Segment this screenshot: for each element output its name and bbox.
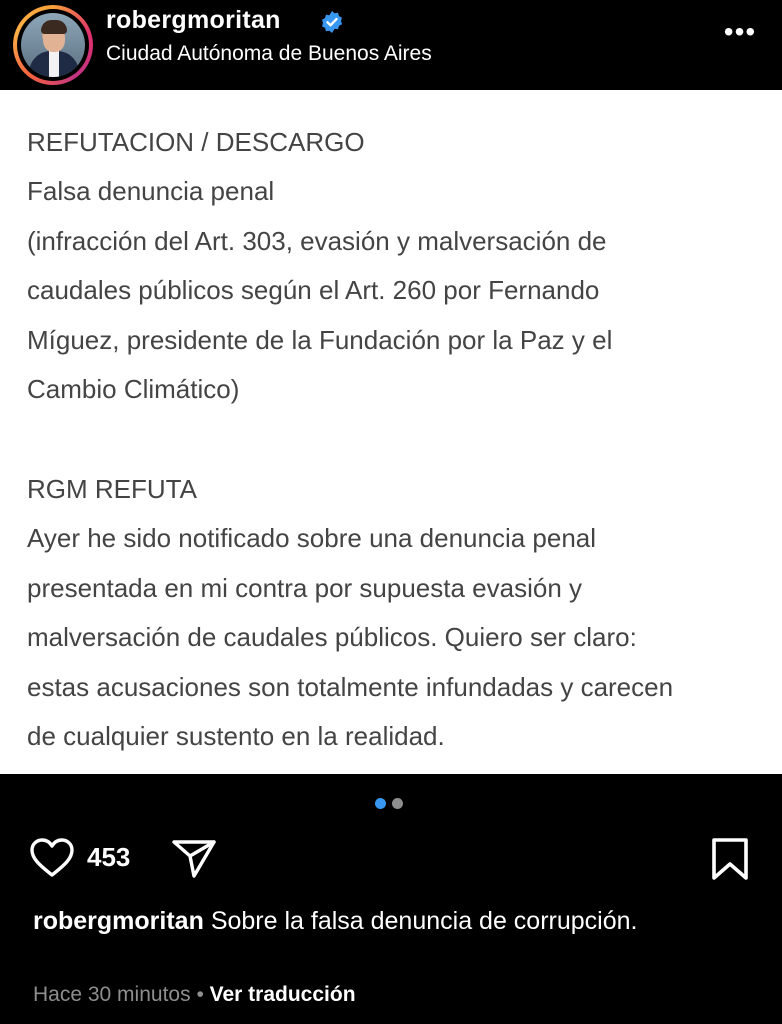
- post-line: de cualquier sustento en la realidad.: [27, 721, 445, 751]
- more-options-icon[interactable]: •••: [723, 16, 757, 47]
- bookmark-icon[interactable]: [706, 834, 754, 882]
- post-line: (infracción del Art. 303, evasión y malversación de: [27, 226, 607, 256]
- post-line: estas acusaciones son totalmente infundadas y carecen: [27, 672, 674, 702]
- post-image-text: [0, 90, 782, 774]
- see-translation-link[interactable]: Ver traducción: [209, 983, 356, 1006]
- post-line: caudales públicos según el Art. 260 por Fernando: [27, 275, 600, 305]
- separator: •: [196, 983, 204, 1006]
- story-ring[interactable]: [13, 5, 93, 85]
- caption-username[interactable]: robergmoritan: [33, 907, 204, 935]
- caption-text: Sobre la falsa denuncia de corrupción.: [210, 907, 638, 935]
- post-header: [0, 0, 782, 90]
- location[interactable]: Ciudad Autónoma de Buenos Aires: [106, 42, 432, 65]
- avatar[interactable]: [21, 13, 85, 77]
- post-line: Ayer he sido notificado sobre una denuncia penal: [27, 523, 597, 553]
- carousel-dot: [392, 798, 403, 809]
- post-line: Cambio Climático): [27, 374, 240, 404]
- action-bar: [0, 830, 782, 890]
- post-line: Falsa denuncia penal: [27, 176, 275, 206]
- heart-icon[interactable]: [28, 834, 76, 882]
- like-count[interactable]: 453: [87, 842, 131, 872]
- post-line: presentada en mi contra por supuesta evasión y: [27, 573, 583, 603]
- verified-badge-icon: [320, 10, 344, 34]
- post-line: malversación de caudales públicos. Quiero ser claro:: [27, 622, 637, 652]
- username[interactable]: robergmoritan: [106, 6, 281, 34]
- send-icon[interactable]: [170, 834, 218, 882]
- carousel-dot-active: [375, 798, 386, 809]
- timestamp: Hace 30 minutos: [33, 983, 191, 1006]
- post-section-heading: RGM REFUTA: [27, 474, 197, 504]
- caption: [33, 904, 753, 938]
- post-meta: [33, 983, 356, 1007]
- post-line: Míguez, presidente de la Fundación por la Paz y el: [27, 325, 613, 355]
- post-heading: REFUTACION / DESCARGO: [27, 127, 365, 157]
